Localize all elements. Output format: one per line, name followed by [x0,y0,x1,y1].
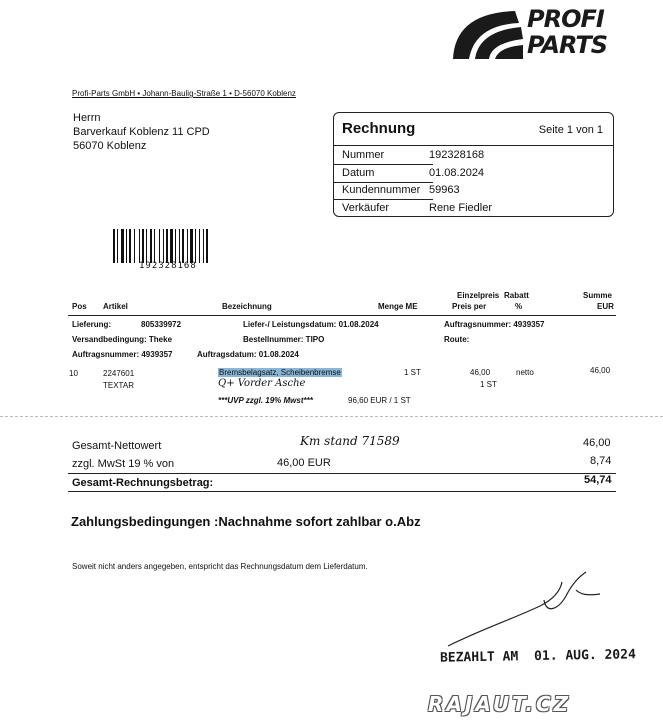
netto-label: Gesamt-Nettowert [72,440,162,452]
item-menge: 1 ST [404,368,421,377]
invoice-date-value: 01.08.2024 [429,167,485,179]
invoice-number-label: Nummer [342,149,385,161]
auftragsnummer-right: Auftragsnummer: 4939357 [444,320,545,329]
col-summe-eur: EUR [597,302,614,311]
company-logo [445,5,620,61]
col-preis-per: Preis per [452,302,487,311]
leistungsdatum: Liefer-/ Leistungsdatum: 01.08.2024 [243,320,379,329]
paid-stamp-text: BEZAHLT AM [439,649,519,666]
item-uvp-label: ***UVP zzgl. 19% Mwst*** [218,396,313,405]
invoice-info-box [333,112,614,217]
item-preis-per: 1 ST [480,380,497,389]
recipient-name: Barverkauf Koblenz 11 CPD [73,126,210,138]
seller-value: Rene Fiedler [429,202,492,214]
recipient-salutation: Herrn [73,112,101,124]
barcode-number: 192328168 [139,261,197,271]
item-pos: 10 [69,369,78,378]
col-einzelpreis: Einzelpreis [457,291,500,300]
auftragsdatum: Auftragsdatum: 01.08.2024 [197,350,299,359]
sender-address-line: Profi-Parts GmbH • Johann-Baulig-Straße 1 • D-56070 Koblenz [72,89,296,98]
page-indicator: Seite 1 von 1 [538,124,603,136]
lieferung-label: Lieferung: [72,320,112,329]
barcode [113,229,231,273]
netto-value: 46,00 [583,437,611,449]
date-footnote: Soweit nicht anders angegeben, entspricht das Rechnungsdatum dem Lieferdatum. [72,562,368,571]
recipient-city: 56070 Koblenz [73,140,147,152]
km-stand-note: Km stand 71589 [300,434,400,448]
item-handwritten-note: Q+ Vorder Asche [218,378,306,389]
col-bezeichnung: Bezeichnung [222,302,272,311]
invoice-number-value: 192328168 [429,149,485,161]
watermark: RAJAUT.CZ [428,692,572,716]
customer-number-value: 59963 [429,184,460,196]
customer-number-label: Kundennummer [342,184,421,196]
bestellnummer: Bestellnummer: TIPO [243,335,325,344]
gesamt-label: Gesamt-Rechnungsbetrag: [72,477,214,489]
paid-stamp [440,647,636,665]
recipient-address [73,111,210,153]
item-uvp-value: 96,60 EUR / 1 ST [348,396,411,405]
item-rabatt: netto [516,368,534,377]
seller-label: Verkäufer [342,202,390,214]
col-summe: Summe [583,291,612,300]
versandbedingung: Versandbedingung: Theke [72,335,173,344]
gesamt-value: 54,74 [584,474,612,486]
col-pos: Pos [72,302,87,311]
col-artikel: Artikel [103,302,128,311]
item-artikel: 2247601 [103,369,135,378]
col-menge: Menge ME [378,302,418,311]
logo-mark-icon [445,5,525,61]
mwst-label: zzgl. MwSt 19 % von [72,458,175,470]
mwst-value: 8,74 [590,455,612,467]
auftragsnummer-left: Auftragsnummer: 4939357 [72,350,173,359]
invoice-date-label: Datum [342,167,375,179]
invoice-title: Rechnung [342,120,416,137]
col-rabatt-percent: % [515,302,523,311]
col-rabatt: Rabatt [504,291,529,300]
item-summe: 46,00 [590,366,611,375]
signature-icon [440,570,610,650]
paid-stamp-date: 01. AUG. 2024 [533,647,636,665]
logo-text-line2: PARTS [527,31,608,59]
route-label: Route: [444,335,470,344]
payment-terms: Zahlungsbedingungen :Nachnahme sofort zahlbar o.Abz [71,514,421,529]
barcode-bars-icon [113,229,231,263]
page-separator [0,416,663,417]
item-manufacturer: TEXTAR [103,381,134,390]
mwst-base: 46,00 EUR [277,457,331,469]
item-description: Bremsbelagsatz, Scheibenbremse [219,368,341,377]
logo-text-line1: PROFI [527,5,604,33]
item-einzelpreis: 46,00 [470,368,491,377]
lieferung-value: 805339972 [141,320,182,329]
